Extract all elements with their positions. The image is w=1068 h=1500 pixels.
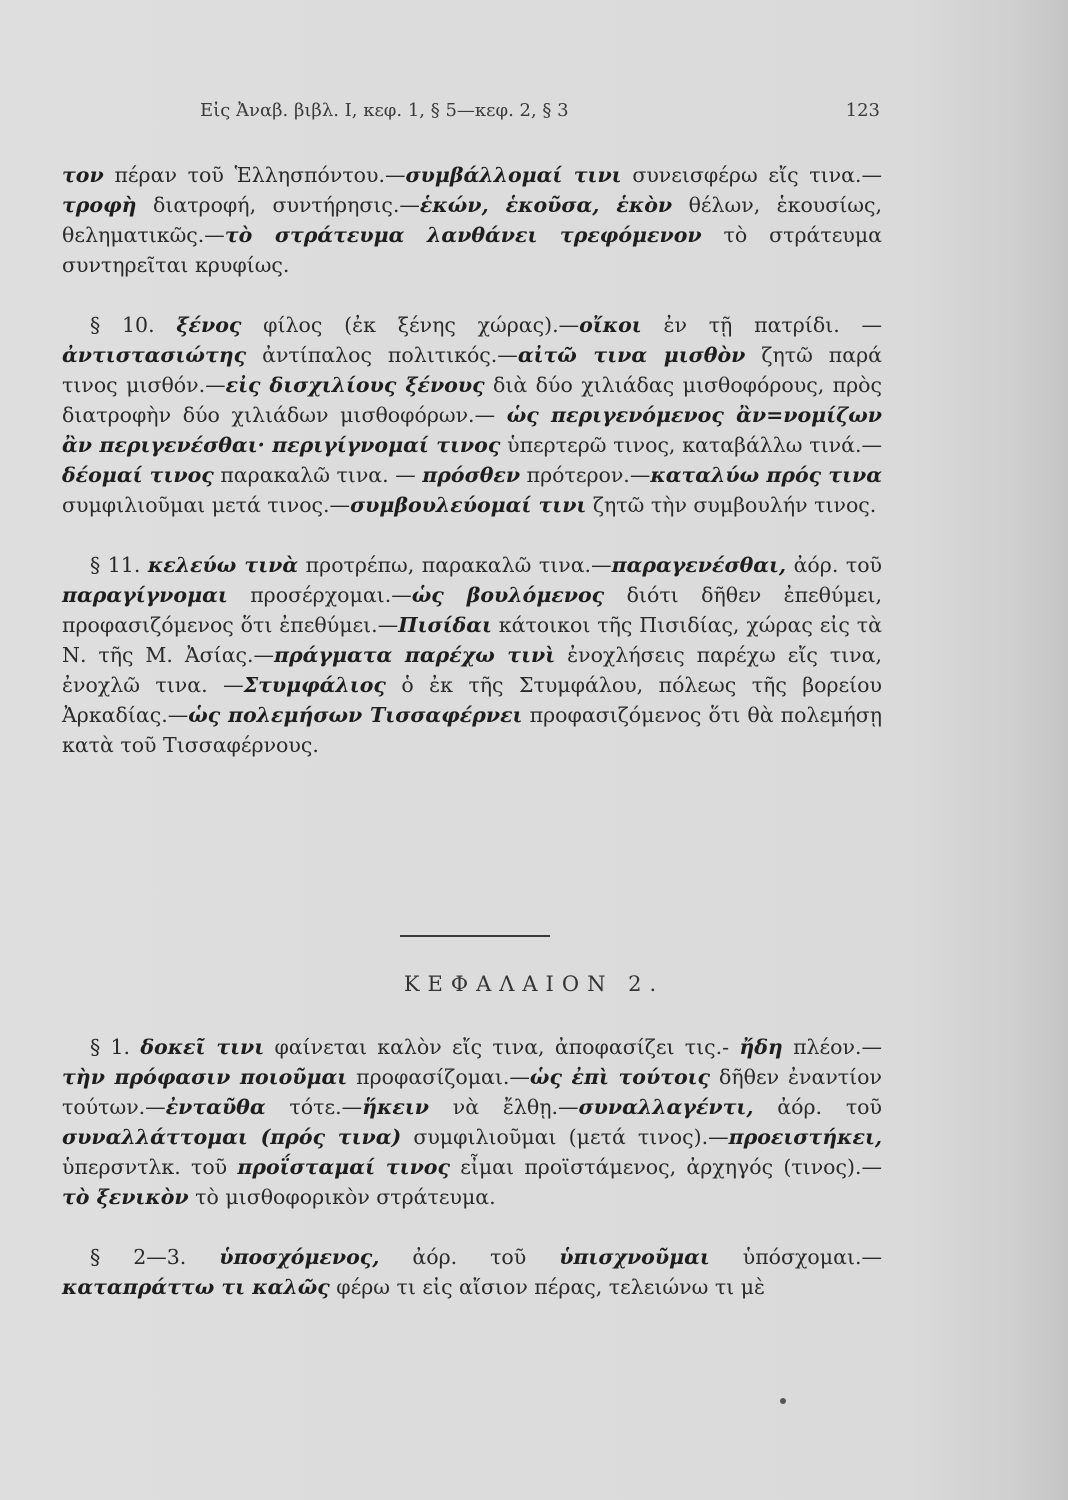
- gloss-text: ὁ ἐκ τῆς Στυμφάλου, πόλεως τῆς βορείου Ἀρκαδίας.—: [62, 673, 882, 727]
- gloss-text: τὸ μισθοφορικὸν στράτευμα.: [188, 1185, 496, 1209]
- keyword: τροφὴ: [62, 193, 137, 217]
- paragraph-chapter2-section-2-3: [62, 1242, 882, 1302]
- keyword: καταλύω πρός τινα: [650, 463, 883, 487]
- gloss-text: ὑπερσντλκ. τοῦ: [62, 1155, 238, 1179]
- keyword: κελεύω τινὰ: [147, 553, 299, 577]
- gloss-text: πλέον.—: [782, 1035, 882, 1059]
- keyword: οἴκοι: [579, 313, 642, 337]
- gloss-text: προσέρχομαι.—: [227, 583, 412, 607]
- keyword: καταπράττω τι καλῶς: [62, 1275, 330, 1299]
- gloss-text: ἀόρ. τοῦ: [753, 1095, 882, 1119]
- gloss-text: διατροφή, συντήρησις.—: [136, 193, 420, 217]
- gloss-text: ζητῶ τὴν συμβουλήν τινος.: [586, 493, 877, 517]
- paragraph-section-10: [62, 310, 882, 520]
- gloss-text: διὰ δύο χιλιάδας μισθοφόρους, πρὸς διατροφὴν δύο χιλιάδων μισθοφόρων.—: [62, 373, 882, 427]
- body-text-top: [62, 160, 882, 760]
- keyword: ἤδη: [739, 1035, 783, 1059]
- gloss-text: § 2—3.: [90, 1245, 220, 1269]
- gloss-text: φίλος (ἐκ ξένης χώρας).—: [241, 313, 580, 337]
- keyword: ὡς ἐπὶ τούτοις: [529, 1065, 711, 1089]
- gloss-text: προφασίζομαι.—: [347, 1065, 530, 1089]
- gloss-text: πρότερον.—: [520, 463, 651, 487]
- gloss-text: θέλων, ἑκουσίως, θεληματικῶς.—: [62, 193, 882, 247]
- keyword: τὸ στράτευμα λανθάνει τρεφόμενον: [224, 223, 702, 247]
- section-divider: [400, 935, 550, 937]
- keyword: συναλλαγέντι,: [578, 1095, 754, 1119]
- gloss-text: πέραν τοῦ Ἑλλησπόντου.—: [103, 163, 406, 187]
- keyword: πράγματα παρέχω τινὶ: [274, 643, 556, 667]
- keyword: ἥκειν: [362, 1095, 429, 1119]
- gloss-text: § 11.: [90, 553, 148, 577]
- gloss-text: συνεισφέρω εἴς τινα.—: [621, 163, 882, 187]
- gloss-text: ὑπόσχομαι.—: [709, 1245, 882, 1269]
- gloss-text: τότε.—: [265, 1095, 363, 1119]
- gloss-text: ἀόρ. τοῦ: [786, 553, 883, 577]
- keyword: ὡς περιγενόμενος ἂν=νομίζων ἂν περιγενέσθαι· περιγίγνομαί τινος: [62, 403, 882, 457]
- page-header: [200, 100, 880, 130]
- gloss-text: ἐν τῇ πατρίδι. —: [641, 313, 883, 337]
- gloss-text: προφασιζόμενος ὅτι θὰ πολεμήσῃ κατὰ τοῦ Τισσαφέρνους.: [62, 703, 882, 757]
- gloss-text: φαίνεται καλὸν εἴς τινα, ἀποφασίζει τις.-: [264, 1035, 740, 1059]
- page-number: 123: [845, 100, 880, 121]
- gloss-text: ὑπερτερῶ τινος, καταβάλλω τινά.—: [500, 433, 882, 457]
- keyword: τὸ ξενικὸν: [62, 1185, 189, 1209]
- gloss-text: διότι δῆθεν ἐπεθύμει, προφασιζόμενος ὅτι ἐπεθύμει.—: [62, 583, 882, 637]
- keyword: ὡς βουλόμενος: [411, 583, 605, 607]
- keyword: ἐνταῦθα: [165, 1095, 266, 1119]
- gloss-text: φέρω τι εἰς αἴσιον πέρας, τελειώνω τι μὲ: [329, 1275, 766, 1299]
- gloss-text: ἀντίπαλος πολιτικός.—: [246, 343, 518, 367]
- gloss-text: συμφιλιοῦμαι μετά τινος.—: [62, 493, 351, 517]
- gloss-text: νὰ ἔλθῃ.—: [428, 1095, 579, 1119]
- keyword: συμβάλλομαί τινι: [405, 163, 622, 187]
- keyword: ἑκών, ἑκοῦσα, ἑκὸν: [419, 193, 673, 217]
- gloss-text: συμφιλιοῦμαι (μετά τινος).—: [401, 1125, 729, 1149]
- gloss-text: εἶμαι προϊστάμενος, ἀρχηγός (τινος).—: [449, 1155, 882, 1179]
- gloss-text: δῆθεν ἐναντίον τούτων.—: [62, 1065, 882, 1119]
- keyword: δοκεῖ τινι: [140, 1035, 265, 1059]
- keyword: προΐσταμαί τινος: [237, 1155, 450, 1179]
- keyword: ὑποσχόμενος,: [219, 1245, 380, 1269]
- gloss-text: κάτοικοι τῆς Πισιδίας, χώρας εἰς τὰ Ν. τῆς Μ. Ἀσίας.—: [62, 613, 882, 667]
- keyword: ὑπισχνοῦμαι: [559, 1245, 710, 1269]
- keyword: προειστήκει,: [728, 1125, 882, 1149]
- paragraph-chapter2-section-1: [62, 1032, 882, 1212]
- keyword: δέομαί τινος: [62, 463, 214, 487]
- paragraph-section-11: [62, 550, 882, 760]
- gloss-text: § 1.: [90, 1035, 141, 1059]
- gloss-text: § 10.: [90, 313, 177, 337]
- running-title: Εἰς Ἀναβ. βιβλ. Ι, κεφ. 1, § 5—κεφ. 2, § 3: [200, 100, 569, 121]
- keyword: αἰτῶ τινα μισθὸν: [517, 343, 746, 367]
- gloss-text: ζητῶ παρά τινος μισθόν.—: [62, 343, 882, 397]
- keyword: συμβουλεύομαί τινι: [350, 493, 587, 517]
- chapter-heading: ΚΕΦΑΛΑΙΟΝ 2.: [403, 972, 665, 996]
- keyword: τον: [62, 163, 104, 187]
- keyword: πρόσθεν: [422, 463, 521, 487]
- paragraph-intro: [62, 160, 882, 280]
- gloss-text: τὸ στράτευμα συντηρεῖται κρυφίως.: [62, 223, 882, 277]
- print-speck: [780, 1398, 786, 1404]
- keyword: ξένος: [176, 313, 242, 337]
- keyword: συναλλάττομαι (πρός τινα): [62, 1125, 402, 1149]
- gloss-text: προτρέπω, παρακαλῶ τινα.—: [298, 553, 612, 577]
- keyword: ὡς πολεμήσων Τισσαφέρνει: [188, 703, 523, 727]
- gloss-text: ἀόρ. τοῦ: [379, 1245, 560, 1269]
- gloss-text: ἐνοχλήσεις παρέχω εἴς τινα, ἐνοχλῶ τινα. —: [62, 643, 882, 697]
- keyword: τὴν πρόφασιν ποιοῦμαι: [62, 1065, 348, 1089]
- keyword: Στυμφάλιος: [243, 673, 386, 697]
- keyword: παραγενέσθαι,: [611, 553, 787, 577]
- gloss-text: παρακαλῶ τινα. —: [213, 463, 423, 487]
- keyword: Πισίδαι: [398, 613, 492, 637]
- keyword: παραγίγνομαι: [62, 583, 228, 607]
- body-text-chapter-2: [62, 1032, 882, 1302]
- keyword: εἰς δισχιλίους ξένους: [225, 373, 485, 397]
- keyword: ἀντιστασιώτης: [62, 343, 247, 367]
